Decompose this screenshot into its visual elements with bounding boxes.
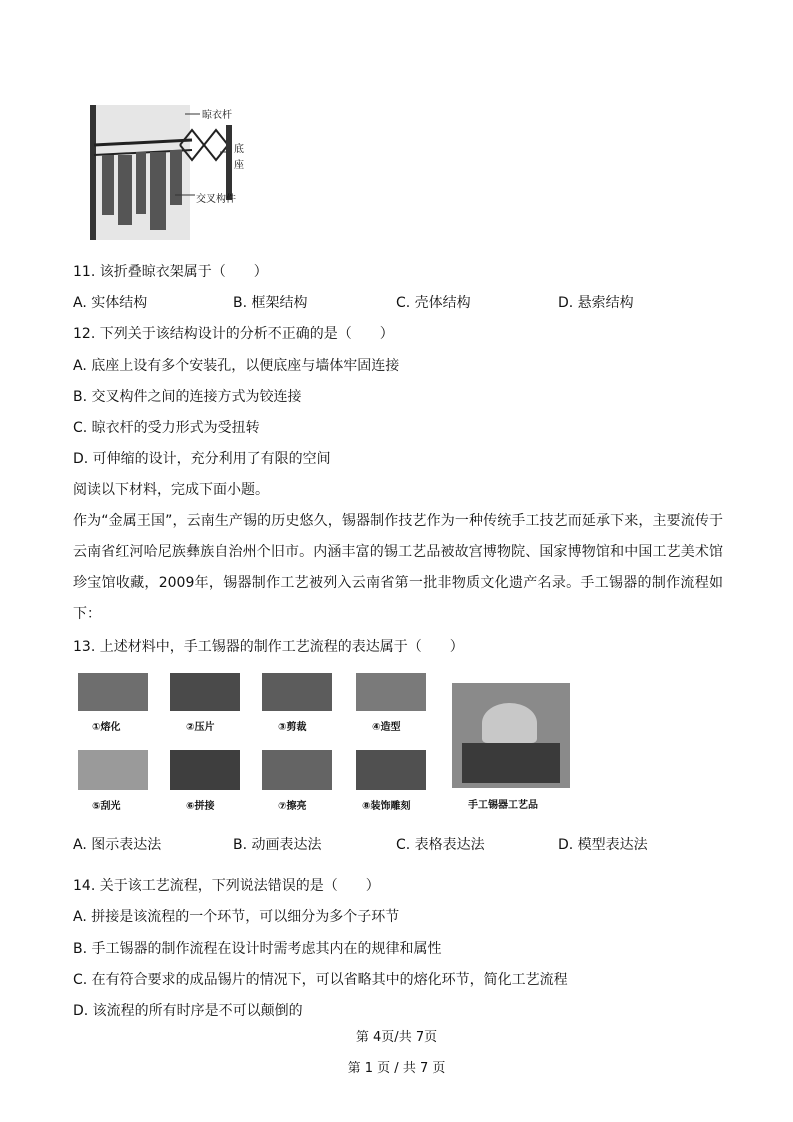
q12-option-a[interactable]: A. 底座上设有多个安装孔，以便底座与墙体牢固连接 [73,358,400,374]
q12-option-d[interactable]: D. 可伸缩的设计，充分利用了有限的空间 [73,451,331,467]
step-photo-2 [170,673,240,711]
q13-stem: 13. 上述材料中，手工锡器的制作工艺流程的表达属于（ ） [73,639,464,655]
label-clothes-pole: 晾衣杆 [202,110,232,121]
q11-option-b[interactable]: B. 框架结构 [233,295,308,311]
clothes-rack-figure [80,100,250,242]
q14-option-c[interactable]: C. 在有符合要求的成品锡片的情况下，可以省略其中的熔化环节，简化工艺流程 [73,972,568,988]
step-photo-7 [262,750,332,790]
q13-option-b[interactable]: B. 动画表达法 [233,837,322,853]
inner-page-number: 第 4页/共 7页 [355,1030,438,1045]
outer-page-number: 第 1 页 / 共 7 页 [347,1061,446,1076]
q13-option-d[interactable]: D. 模型表达法 [558,837,648,853]
q11-option-c[interactable]: C. 壳体结构 [396,295,471,311]
step-caption-2: ②压片 [186,722,215,733]
step-caption-7: ⑦擦亮 [278,801,307,812]
label-cross-member: 交叉构件 [196,194,236,205]
q14-option-b[interactable]: B. 手工锡器的制作流程在设计时需考虑其内在的规律和属性 [73,941,442,957]
q13-option-a[interactable]: A. 图示表达法 [73,837,162,853]
step-caption-3: ③剪裁 [278,722,307,733]
step-photo-1 [78,673,148,711]
tin-product-photo [452,683,570,788]
q12-option-b[interactable]: B. 交叉构件之间的连接方式为铰连接 [73,389,302,405]
q14-option-d[interactable]: D. 该流程的所有时序是不可以颠倒的 [73,1003,303,1019]
step-photo-3 [262,673,332,711]
clothes-rack-illustration [80,100,250,242]
label-base: 底 座 [234,144,244,171]
q14-option-a[interactable]: A. 拼接是该流程的一个环节，可以细分为多个子环节 [73,909,400,925]
q13-option-c[interactable]: C. 表格表达法 [396,837,485,853]
reading-passage: 作为“金属王国”，云南生产锡的历史悠久，锡器制作技艺作为一种传统手工技艺而延承下来，主要流传于云南省红河哈尼族彝族自治州个旧市。内涵丰富的锡工艺品被故宫博物院、国家博物馆和中国工艺美术馆珍宝馆收藏，2009年，锡器制作工艺被列入云南省第一批非物质文化遗产名录。手工锡器的制作流程如下： [73,513,723,622]
step-photo-6 [170,750,240,790]
step-caption-5: ⑤刮光 [92,801,121,812]
q14-stem: 14. 关于该工艺流程，下列说法错误的是（ ） [73,878,380,894]
q12-option-c[interactable]: C. 晾衣杆的受力形式为受扭转 [73,420,260,436]
step-photo-8 [356,750,426,790]
step-caption-4: ④造型 [372,722,401,733]
q11-stem: 11. 该折叠晾衣架属于（ ） [73,264,268,280]
step-caption-6: ⑥拼接 [186,801,215,812]
product-caption: 手工锡器工艺品 [468,800,538,811]
step-caption-1: ①熔化 [92,722,121,733]
q11-option-d[interactable]: D. 悬索结构 [558,295,634,311]
q12-stem: 12. 下列关于该结构设计的分析不正确的是（ ） [73,326,394,342]
step-photo-5 [78,750,148,790]
reading-intro: 阅读以下材料，完成下面小题。 [73,482,269,498]
step-caption-8: ⑧装饰雕刻 [362,801,411,812]
step-photo-4 [356,673,426,711]
q11-option-a[interactable]: A. 实体结构 [73,295,148,311]
